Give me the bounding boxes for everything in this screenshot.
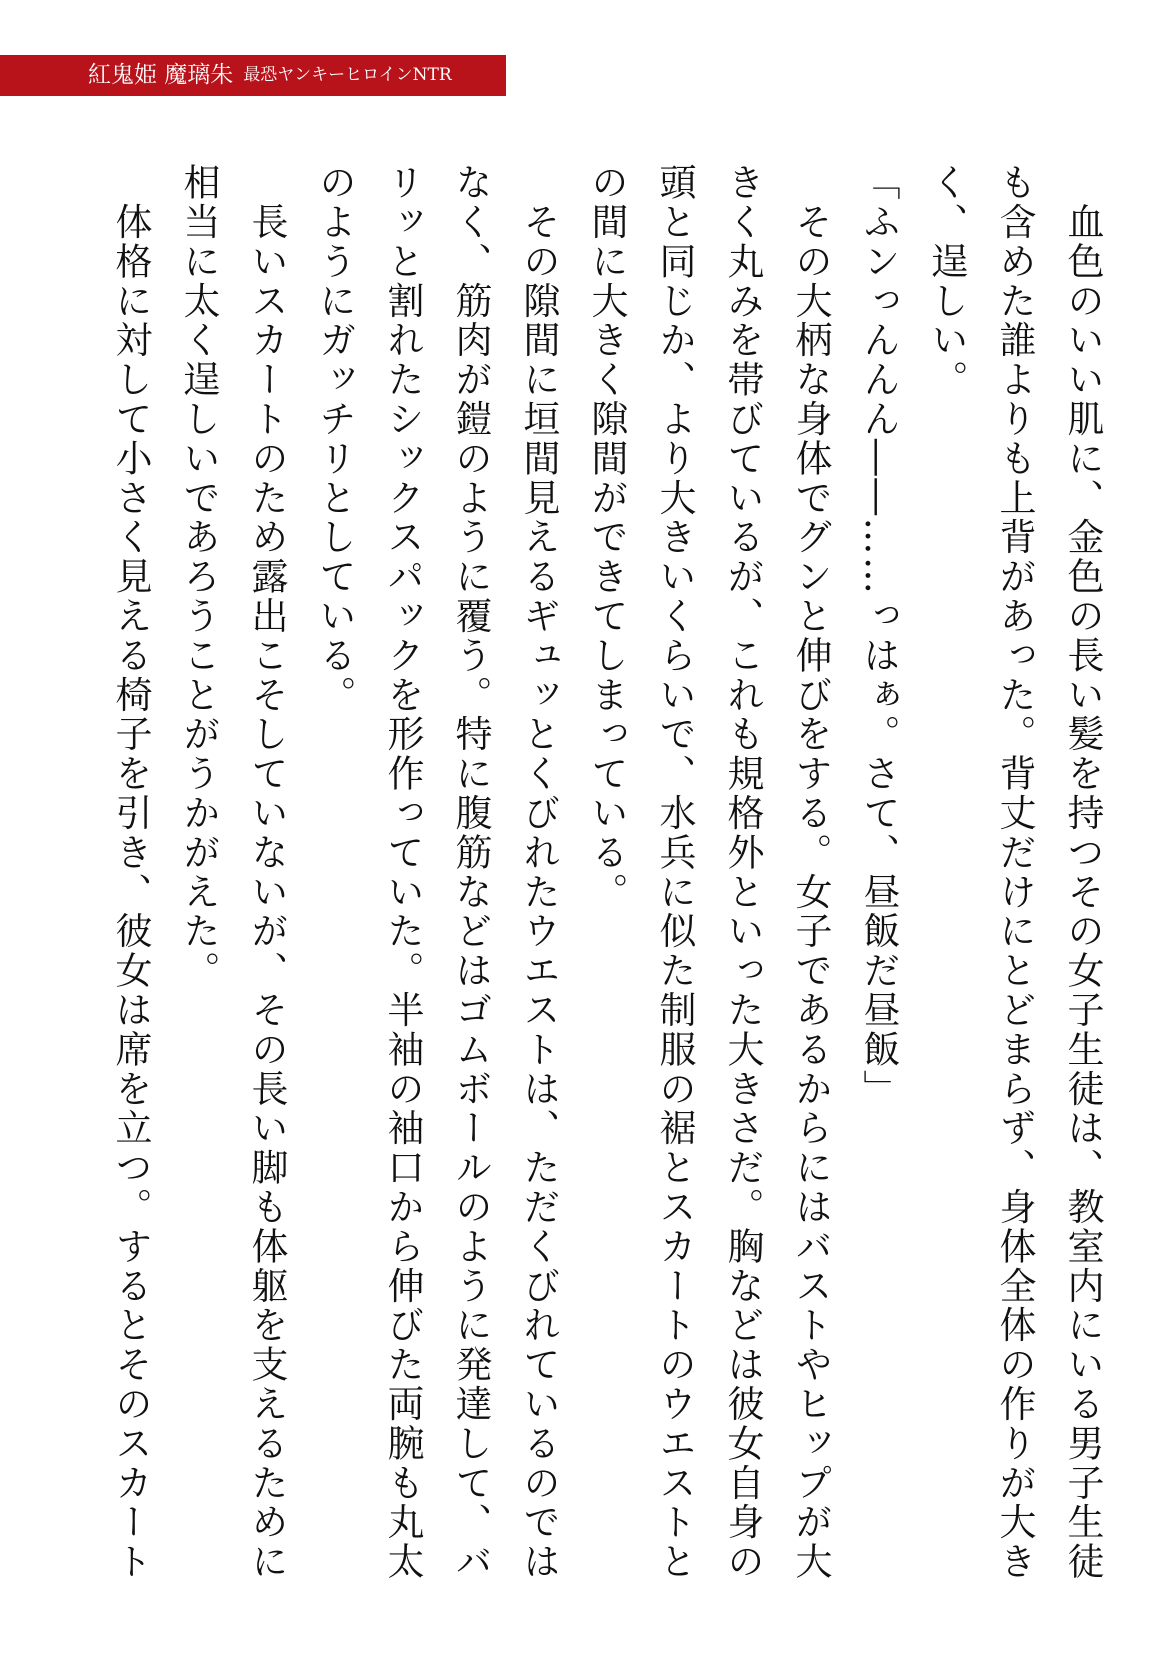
text-column: 血色のいい肌に、金色の長い髪を持つその女子生徒は、教室内にいる男子生徒 (1061, 163, 1104, 1582)
text-column: 相当に太く逞しいであろうことがうかがえた。 (177, 163, 220, 991)
header-band (0, 55, 506, 96)
text-column: なく、筋肉が鎧のように覆う。特に腹筋などはゴムボールのように発達して、バ (449, 163, 492, 1582)
text-column: 体格に対して小さく見える椅子を引き、彼女は席を立つ。するとそのスカート (109, 163, 152, 1582)
text-column: その大柄な身体でグンと伸びをする。女子であるからにはバストやヒップが大 (789, 163, 832, 1582)
text-column: 「ふンっんんん――……っはぁ。さて、昼飯だ昼飯」 (857, 163, 900, 1109)
text-column: のようにガッチリとしている。 (313, 163, 356, 715)
text-column: 長いスカートのため露出こそしていないが、その長い脚も体躯を支えるために (245, 163, 288, 1582)
book-title: 紅鬼姫 魔璃朱 (88, 62, 234, 88)
text-column: も含めた誰よりも上背があった。背丈だけにとどまらず、身体全体の作りが大き (993, 163, 1036, 1582)
body-text (96, 163, 1116, 1582)
text-column: の間に大きく隙間ができてしまっている。 (585, 163, 628, 912)
text-column: 頭と同じか、より大きいくらいで、水兵に似た制服の裾とスカートのウエストと (653, 163, 696, 1582)
text-column: きく丸みを帯びているが、これも規格外といった大きさだ。胸などは彼女自身の (721, 163, 764, 1582)
text-column: く、逞しい。 (925, 163, 968, 400)
text-column: その隙間に垣間見えるギュッとくびれたウエストは、ただくびれているのでは (517, 163, 560, 1582)
book-subtitle: 最恐ヤンキーヒロインNTR (243, 65, 452, 85)
text-column: リッと割れたシックスパックを形作っていた。半袖の袖口から伸びた両腕も丸太 (381, 163, 424, 1582)
